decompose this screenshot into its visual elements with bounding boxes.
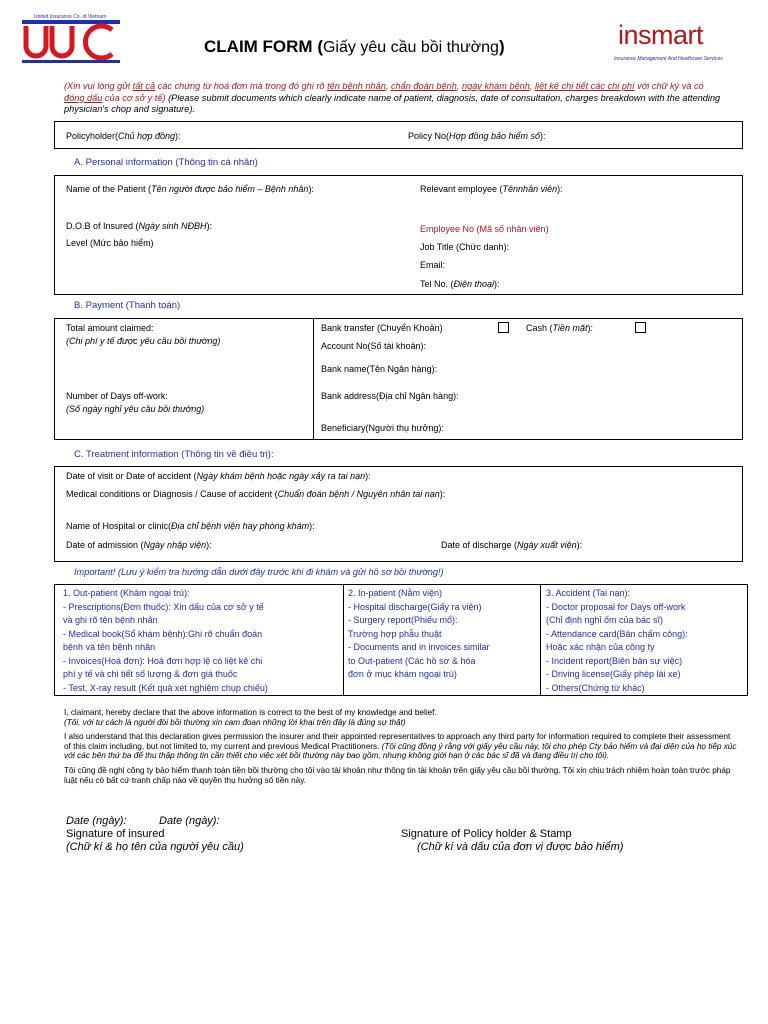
accident-line: - Others(Chứng từ khác) <box>546 682 645 693</box>
patient-name-label <box>66 184 314 195</box>
outpatient-line: 1. Out-patient (Khám ngoại trú): <box>63 588 190 598</box>
outpatient-line: phí y tế và chi tiết số lượng & đơn giá thuốc <box>63 669 238 679</box>
policyholder-end: ): <box>175 131 181 141</box>
total-claimed-label: Total amount claimed: <box>66 323 154 333</box>
tel-end: ): <box>494 279 500 289</box>
bank-transfer-checkbox[interactable] <box>498 322 509 333</box>
email-label: Email: <box>420 260 446 270</box>
bank-transfer-label: Bank transfer (Chuyển Khoản) <box>321 323 443 333</box>
dob-en: D.O.B of Insured ( <box>66 221 139 231</box>
outpatient-line: - Prescriptions(Đơn thuốc): Xin dấu của cơ sở y tế <box>63 601 264 612</box>
dob-label <box>66 221 212 232</box>
accident-line: 3. Accident (Tai nạn): <box>546 588 631 598</box>
admission-end: ): <box>206 540 212 550</box>
intro-emphasis: tất cả <box>132 81 156 91</box>
declaration-1-vn: (Tôi, với tư cách là người đòi bồi thường xin cam đoan những lời khai trên đây là đúng sự thật) <box>64 717 406 727</box>
job-title-label: Job Title (Chức danh): <box>420 242 510 252</box>
diagnosis-vn: Chuẩn đoán bệnh / Nguyên nhân tai nạn <box>277 489 440 499</box>
signature-insured-label[interactable]: Signature of insured <box>66 828 165 840</box>
intro-part: của cơ sở y tế) <box>102 92 169 103</box>
level-label: Level (Mức bảo hiểm) <box>66 238 154 248</box>
title-vn: Giấy yêu cầu bồi thường <box>322 39 499 56</box>
patient-en: Name of the Patient ( <box>66 184 152 194</box>
visit-end: ): <box>365 471 371 481</box>
declaration <box>64 708 739 785</box>
inpatient-line: 2. In-patient (Nằm viện) <box>348 588 443 598</box>
inpatient-line: - Hospital discharge(Giấy ra viện) <box>348 601 482 612</box>
intro-text <box>64 81 724 116</box>
intro-part: với chữ ký và có <box>634 81 704 91</box>
declaration-2-vn: (Tôi cũng đồng ý rằng với giấy yêu cầu này, tôi cho phép Cty bảo hiểm và đại diện của họ tiếp xúc với các bên thứ ba để thu thập thông tin cần thiết cho việc xét bồi thường này bao gồm, nhưng không giới hạn ở các bác sĩ đã và đang điều trị cho tôi). <box>64 741 737 761</box>
instructions-divider-1 <box>343 584 344 696</box>
outpatient-line: - Test, X-ray result (Kết quả xét nghiệm chụp chiếu) <box>63 682 268 693</box>
instructions-divider-2 <box>540 584 541 696</box>
cash-end: ): <box>587 323 593 333</box>
cash-vn: Tiền mặt <box>552 323 588 333</box>
intro-part: các chứng từ hoá đơn mà trong đó ghi rõ <box>155 81 328 91</box>
section-b-title: B. Payment (Thanh toán) <box>74 300 181 311</box>
accident-column <box>546 587 688 695</box>
intro-english: (Please submit documents which clearly indicate name of patient, diagnosis, date of consultation, charges breakdown with the attending physician's chop and signature). <box>64 92 721 114</box>
dob-end: ): <box>206 221 213 231</box>
accident-line: - Attendance card(Bản chấm công): <box>546 628 688 639</box>
bank-address-label: Bank address(Địa chỉ Ngân hàng): <box>321 391 459 401</box>
intro-part: , <box>456 81 462 91</box>
hospital-end: ): <box>309 521 315 531</box>
title-close: ) <box>498 37 505 56</box>
intro-part: , <box>385 81 391 91</box>
insmart-logo <box>612 20 762 68</box>
visit-date-label <box>66 471 371 482</box>
insmart-logo-name: insmart <box>618 20 704 50</box>
discharge-end: ): <box>576 540 583 550</box>
intro-emphasis: chẩn đoán bệnh <box>390 81 457 91</box>
intro-emphasis: ngày khám bệnh <box>461 81 530 91</box>
patient-end: ): <box>308 184 314 194</box>
employee-en: Relevant employee ( <box>420 184 503 194</box>
admission-label <box>66 540 212 551</box>
inpatient-line: - Documents and in invoices similar <box>348 642 490 652</box>
employee-end: ): <box>557 184 563 194</box>
policy-no-en: Policy No( <box>408 131 450 141</box>
intro-emphasis: đóng dấu <box>64 92 103 103</box>
accident-line: (Chỉ định nghỉ ốm của bác sĩ) <box>546 615 664 625</box>
intro-part: (Xin vui lòng gửi <box>64 81 133 91</box>
tel-en: Tel No. ( <box>420 279 454 289</box>
outpatient-line: - Invoices(Hoá đơn): Hoá đơn hợp lệ có liệt kê chi <box>63 655 263 666</box>
visit-en: Date of visit or Date of accident ( <box>66 471 197 481</box>
hospital-vn: Địa chỉ bệnh viện hay phòng khám <box>171 521 310 531</box>
intro-emphasis: tên bệnh nhân <box>327 81 386 91</box>
form-title <box>204 37 505 57</box>
title-main: CLAIM FORM ( <box>204 37 323 56</box>
declaration-2-en: I also understand that this declaration gives permission the insurer and their appointed representatives to approach any third party for information required to complete their assessment of this claim including, but not limited to, my current and previous Medical Practitioners. <box>64 732 731 751</box>
cash-en: Cash ( <box>526 323 553 333</box>
hospital-en: Name of Hospital or clinic( <box>66 521 172 531</box>
beneficiary-label: Beneficiary(Người thụ hưởng): <box>321 423 444 433</box>
cash-label <box>526 323 593 334</box>
policyholder-vn: Chủ hợp đồng <box>118 131 176 141</box>
policy-no-vn: Hợp đồng bảo hiểm số <box>449 131 541 141</box>
dob-vn: Ngày sinh NĐBH <box>138 221 207 231</box>
hospital-label <box>66 521 315 532</box>
outpatient-line: và ghi rõ tên bệnh nhân <box>63 615 158 625</box>
diagnosis-end: ): <box>439 489 446 499</box>
accident-line: Hoặc xác nhận của công ty <box>546 642 655 652</box>
admission-en: Date of admission ( <box>66 540 144 550</box>
account-no-label: Account No(Số tài khoản): <box>321 341 427 351</box>
date-policyholder: Date (ngày): <box>159 815 220 827</box>
section-a-title: A. Personal information (Thông tin cá nhân) <box>74 157 258 168</box>
uic-logo-mark <box>22 20 122 64</box>
accident-line: - Driving license(Giấy phép lái xe) <box>546 669 681 679</box>
accident-line: - Doctor proposal for Days off-work <box>546 601 686 612</box>
bank-name-label: Bank name(Tên Ngân hàng): <box>321 364 438 374</box>
uic-logo-caption: United Insurance Co. of Vietnam <box>34 14 107 20</box>
employee-vn: Tênnhân viên <box>502 184 558 194</box>
visit-vn: Ngày khám bệnh hoặc ngày xảy ra tai nạn <box>196 471 366 481</box>
inpatient-line: to Out-patient (Các hồ sơ & hóa <box>348 655 476 666</box>
diagnosis-label <box>66 489 445 500</box>
policy-no-end: ): <box>540 131 546 141</box>
discharge-label <box>441 540 582 551</box>
inpatient-line: Trường hợp phẫu thuật <box>348 628 442 639</box>
outpatient-line: bệnh và tên bệnh nhân <box>63 642 156 652</box>
intro-emphasis: liệt kê chi tiết các chi phí <box>535 81 635 91</box>
discharge-en: Date of discharge ( <box>441 540 518 550</box>
employee-no-label: Employee No (Mã số nhân viên) <box>420 224 549 234</box>
section-c-title: C. Treatment information (Thông tin về điều trị): <box>74 449 274 460</box>
accident-line: - Incident report(Biên bản sự việc) <box>546 655 683 666</box>
tel-label <box>420 279 500 290</box>
total-claimed-vn: (Chi phí y tế được yêu cầu bồi thường) <box>66 336 221 346</box>
signature-holder-vn: (Chữ kí và dấu của đơn vị được bảo hiểm) <box>417 841 624 853</box>
inpatient-line: - Surgery report(Phiếu mổ): <box>348 615 458 625</box>
policyholder-label <box>66 131 181 142</box>
signature-holder-label[interactable]: Signature of Policy holder & Stamp <box>401 828 572 840</box>
admission-vn: Ngày nhập viện <box>143 540 207 550</box>
payment-divider <box>313 318 314 440</box>
important-note: Important! (Lưu ý kiểm tra hướng dẫn dưới đây trước khi đi khám và gửi hồ sơ bồi thường!) <box>74 567 444 577</box>
days-off-vn: (Số ngày nghỉ yêu cầu bồi thường) <box>66 404 205 414</box>
inpatient-column <box>348 587 490 682</box>
relevant-employee-label <box>420 184 563 195</box>
intro-part: , <box>529 81 536 91</box>
inpatient-line: đơn ở mục khám ngoại trú) <box>348 669 457 679</box>
tel-vn: Điện thoại <box>453 279 495 289</box>
days-off-label: Number of Days off-work: <box>66 391 168 401</box>
outpatient-column <box>63 587 268 695</box>
uic-logo <box>22 14 122 64</box>
declaration-1-en: I, claimant, hereby declare that the above information is correct to the best of my knowledge and belief. <box>64 708 437 717</box>
policy-no-label <box>408 131 546 142</box>
diagnosis-en: Medical conditions or Diagnosis / Cause of accident ( <box>66 489 278 499</box>
discharge-vn: Ngày xuất viện <box>517 540 577 550</box>
outpatient-line: - Medical book(Sổ khám bệnh):Ghi rõ chuẩn đoán <box>63 628 263 639</box>
cash-checkbox[interactable] <box>635 322 646 333</box>
patient-vn: Tên người được bảo hiểm – Bệnh nhân <box>151 184 309 194</box>
insmart-logo-caption: Insurance Management And Healthcare Services <box>614 56 723 62</box>
signature-insured-vn: (Chữ kí & họ tên của người yêu cầu) <box>66 841 244 853</box>
policyholder-en: Policyholder( <box>66 131 119 141</box>
date-insured: Date (ngày): <box>66 815 127 827</box>
declaration-3: Tôi cũng đề nghị công ty bảo hiểm thanh toán tiền bồi thường cho tôi vào tài khoản như thông tin tài khoản trên giấy yêu cầu bồi thường. Tôi xin chịu trách nhiệm hoàn toàn trước pháp luật nếu có bất cứ tranh chấp nào về quyền thụ hưởng số tiền này. <box>64 765 731 785</box>
declaration-2 <box>64 732 739 761</box>
